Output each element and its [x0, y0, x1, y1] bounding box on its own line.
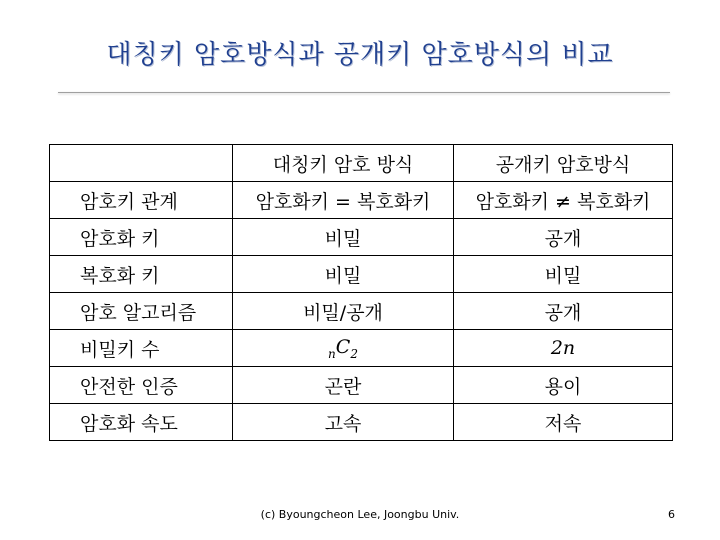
table-row — [50, 330, 673, 367]
symmetric-cell-formula — [233, 330, 454, 367]
public-cell: 공개 — [454, 293, 673, 330]
public-cell: 2n — [454, 330, 673, 367]
combination-formula: $_nC_2$ — [328, 335, 358, 361]
table-row — [50, 219, 673, 256]
public-cell: 암호화키 ≠ 복호화키 — [454, 182, 673, 219]
symmetric-cell: 고속 — [233, 404, 454, 441]
row-label: 암호화 속도 — [50, 404, 233, 441]
table-row — [50, 404, 673, 441]
symmetric-cell: 곤란 — [233, 367, 454, 404]
row-label: 비밀키 수 — [50, 330, 233, 367]
title-underline — [58, 92, 670, 93]
public-cell: 공개 — [454, 219, 673, 256]
table-row — [50, 367, 673, 404]
table-row — [50, 182, 673, 219]
public-cell: 저속 — [454, 404, 673, 441]
public-cell: 용이 — [454, 367, 673, 404]
header-cell-public: 공개키 암호방식 — [454, 145, 673, 182]
page-number: 6 — [668, 508, 675, 521]
row-label: 암호화 키 — [50, 219, 233, 256]
comparison-table — [49, 144, 673, 441]
symmetric-cell: 비밀 — [233, 256, 454, 293]
table-row — [50, 256, 673, 293]
footer-credit: (c) Byoungcheon Lee, Joongbu Univ. — [260, 508, 460, 521]
row-label: 암호키 관계 — [50, 182, 233, 219]
table-row — [50, 293, 673, 330]
public-cell: 비밀 — [454, 256, 673, 293]
row-label: 복호화 키 — [50, 256, 233, 293]
table-header-row — [50, 145, 673, 182]
row-label: 암호 알고리즘 — [50, 293, 233, 330]
symmetric-cell: 비밀/공개 — [233, 293, 454, 330]
header-cell-symmetric: 대칭키 암호 방식 — [233, 145, 454, 182]
header-cell-empty — [50, 145, 233, 182]
symmetric-cell: 암호화키 = 복호화키 — [233, 182, 454, 219]
slide-title: 대칭키 암호방식과 공개키 암호방식의 비교 — [106, 40, 614, 70]
symmetric-cell: 비밀 — [233, 219, 454, 256]
row-label: 안전한 인증 — [50, 367, 233, 404]
